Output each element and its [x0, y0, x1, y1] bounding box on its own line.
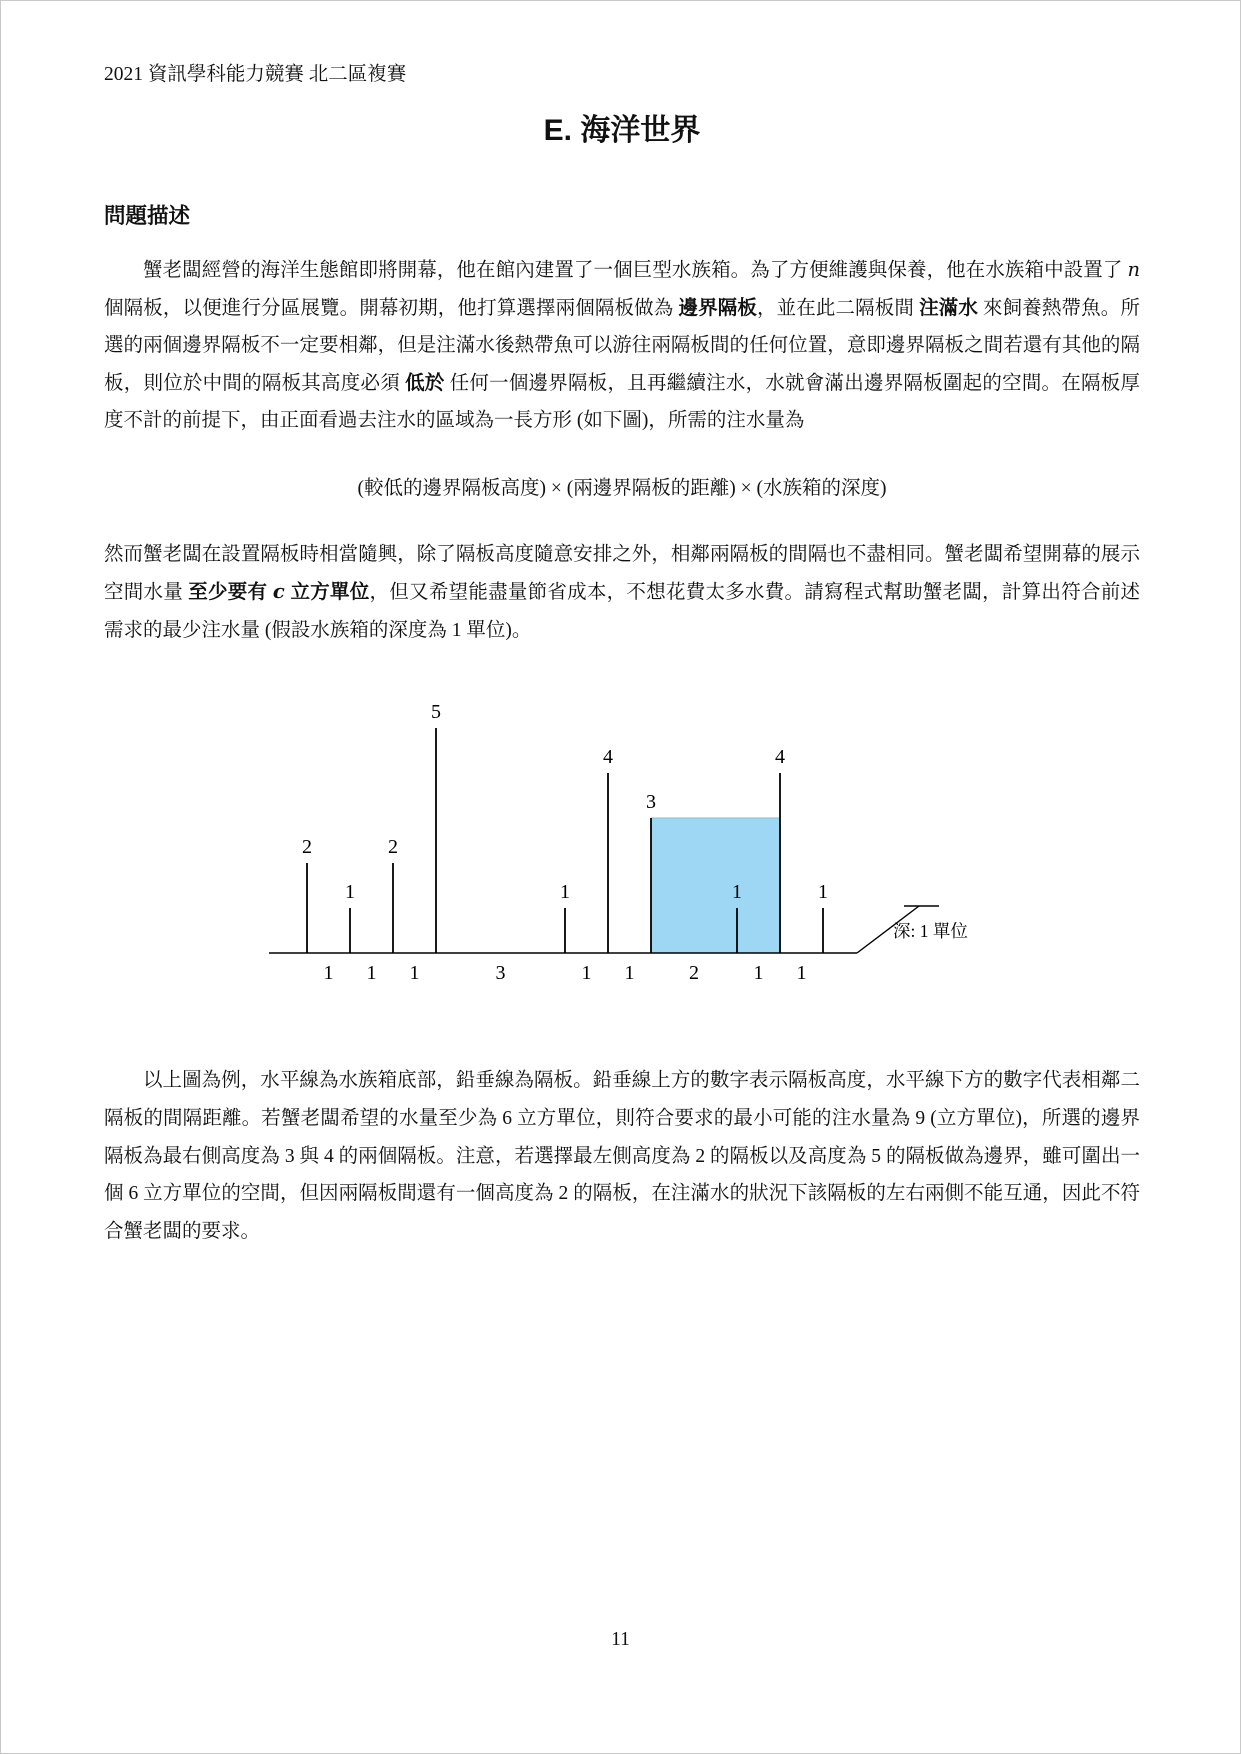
math-var-c: c [272, 580, 285, 604]
paragraph-1-text-4: 來飼養熱帶魚。所選的兩個邊界隔板不一定要相鄰，但是注滿水後熱帶魚可以游往兩隔板間的任何位置，意即邊界隔板之間若還有其他的隔板，則位於中間的隔板其高度必須 [104, 297, 1140, 394]
paragraph-1-text-2: 個隔板，以便進行分區展覽。開幕初期，他打算選擇兩個隔板做為 [104, 297, 679, 319]
gap-distance-label: 1 [753, 962, 764, 985]
barrier-height-label: 1 [818, 881, 828, 904]
barrier-height-label: 2 [388, 836, 398, 859]
paragraph-2-text-2: ，但又希望能盡量節省成本，不想花費太多水費。請寫程式幫助蟹老闆，計算出符合前述需求的最少注水量 (假設水族箱的深度為 1 單位)。 [104, 582, 1140, 641]
section-heading-problem-description: 問題描述 [104, 204, 191, 228]
gap-distance-label: 3 [495, 962, 506, 985]
gap-distance-label: 2 [689, 962, 699, 985]
barrier-height-label: 3 [646, 791, 656, 814]
bold-term-at-least: 至少要有 [188, 581, 273, 604]
barrier-height-label: 4 [603, 746, 613, 769]
gap-distance-label: 1 [366, 962, 377, 985]
barrier-height-label: 1 [560, 881, 570, 904]
paragraph-1-text-1: 蟹老闆經營的海洋生態館即將開幕，他在館內建置了一個巨型水族箱。為了方便維護與保養，他在水族箱中設置了 [143, 260, 1128, 281]
competition-header: 2021 資訊學科能力競賽 北二區複賽 [104, 64, 407, 85]
problem-paragraph-1 [104, 251, 1140, 440]
gap-distance-label: 1 [796, 962, 807, 985]
barrier-height-label: 1 [732, 881, 742, 904]
page-number: 11 [611, 1629, 630, 1650]
problem-paragraph-3: 以上圖為例，水平線為水族箱底部，鉛垂線為隔板。鉛垂線上方的數字表示隔板高度，水平線下方的數字代表相鄰二隔板的間隔距離。若蟹老闆希望的水量至少為 6 立方單位，則符合要求的最小可能的注水量為 9 (立方單位)，所選的邊界隔板為最右側高度為 3 與 4 的兩個隔板。注意，若選擇最左側高度為 2 的隔板以及高度為 5 的隔板做為邊界，雖可圍出一個 6 立方單位的空間，但因兩隔板間還有一個高度為 2 的隔板，在注滿水的狀況下該隔板的左右兩側不能互通，因此不符合蟹老闆的要求。 [104, 1070, 1140, 1242]
bold-term-fill-water: 注滿水 [919, 296, 978, 319]
paragraph-2-text-1: 然而蟹老闆在設置隔板時相當隨興，除了隔板高度隨意安排之外，相鄰兩隔板的間隔也不盡相同。蟹老闆希望開幕的展示空間水量 [104, 543, 1140, 604]
gap-distance-label: 1 [323, 962, 334, 985]
bold-term-boundary-barrier: 邊界隔板 [678, 296, 757, 319]
gap-distance-label: 1 [624, 962, 635, 985]
paragraph-1-text-5: 任何一個邊界隔板，且再繼續注水，水就會滿出邊界隔板圍起的空間。在隔板厚度不計的前提下，由正面看過去注水的區域為一長方形 (如下圖)，所需的注水量為 [104, 372, 1140, 432]
gap-distance-label: 1 [409, 962, 420, 985]
depth-label: 深: 1 單位 [893, 921, 968, 942]
barrier-height-label: 4 [775, 746, 785, 769]
barrier-height-label: 1 [345, 881, 355, 904]
problem-title: E. 海洋世界 [543, 114, 701, 147]
gap-distance-label: 1 [581, 962, 592, 985]
water-region [651, 818, 780, 953]
water-volume-formula: (較低的邊界隔板高度) × (兩邊界隔板的距離) × (水族箱的深度) [357, 477, 887, 499]
bold-term-lower-than: 低於 [405, 371, 445, 394]
aquarium-diagram-svg [227, 693, 1017, 993]
math-var-n: n [1127, 258, 1140, 281]
barrier-height-label: 2 [302, 836, 312, 859]
barrier-height-label: 5 [431, 701, 441, 724]
problem-paragraph-2 [104, 536, 1140, 650]
aquarium-diagram [104, 693, 1140, 998]
bold-term-cubic-units: 立方單位 [284, 581, 370, 604]
paragraph-1-text-3: ，並在此二隔板間 [756, 297, 920, 319]
